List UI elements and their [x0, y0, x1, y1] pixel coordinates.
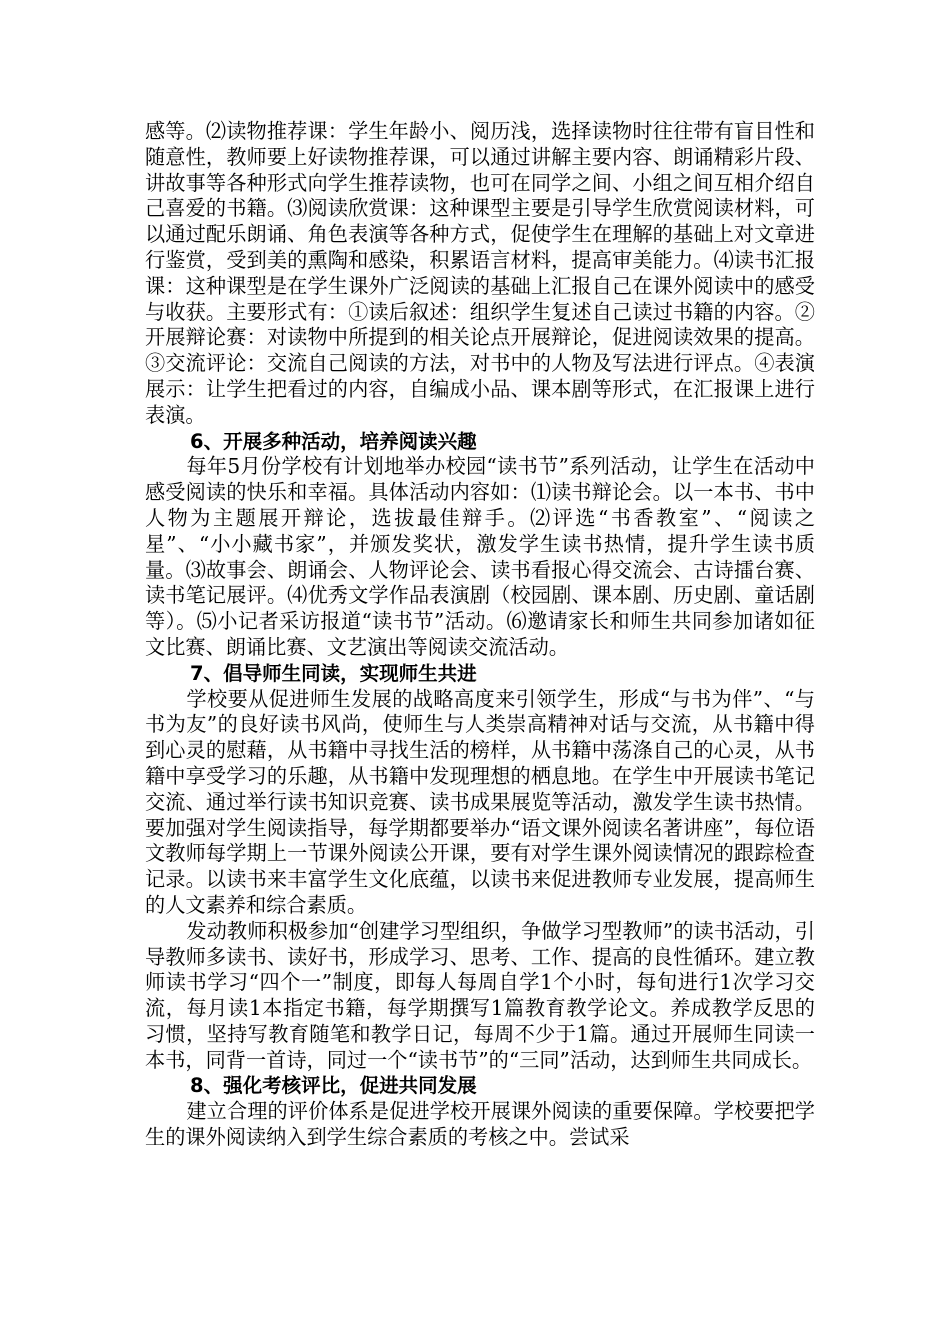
paragraph-reading-lesson-types: 感等。⑵读物推荐课：学生年龄小、阅历浅，选择读物时往往带有盲目性和随意性，教师要上好读物推荐课，可以通过讲解主要内容、朗诵精彩片段、讲故事等各种形式向学生推荐读物，也可在同学之间、小组之间互相介绍自己喜爱的书籍。⑶阅读欣赏课：这种课型主要是引导学生欣赏阅读材料，可以通过配乐朗诵、角色表演等各种方式，促使学生在理解的基础上对文章进行鉴赏，受到美的熏陶和感染，积累语言材料，提高审美能力。⑷读书汇报课：这种课型是在学生课外广泛阅读的基础上汇报自己在课外阅读中的感受与收获。主要形式有：①读后叙述：组织学生复述自己读过书籍的内容。②开展辩论赛：对读物中所提到的相关论点开展辩论，促进阅读效果的提高。③交流评论：交流自己阅读的方法，对书中的人物及写法进行评点。④表演展示：让学生把看过的内容，自编成小品、课本剧等形式，在汇报课上进行表演。: [145, 119, 815, 427]
paragraph-teacher-student-reading: 学校要从促进师生发展的战略高度来引领学生，形成“与书为伴”、“与书为友”的良好读书风尚，使师生与人类崇高精神对话与交流，从书籍中得到心灵的慰藉，从书籍中寻找生活的榜样，从书籍中荡涤自己的心灵，从书籍中享受学习的乐趣，从书籍中发现理想的栖息地。在学生中开展读书笔记交流、通过举行读书知识竞赛、读书成果展览等活动，激发学生读书热情。要加强对学生阅读指导，每学期都要举办“语文课外阅读名著讲座”，每位语文教师每学期上一节课外阅读公开课，要有对学生课外阅读情况的跟踪检查记录。以读书来丰富学生文化底蕴，以读书来促进教师专业发展，提高师生的人文素养和综合素质。: [145, 686, 815, 917]
paragraph-evaluation-system: 建立合理的评价体系是促进学校开展课外阅读的重要保障。学校要把学生的课外阅读纳入到学生综合素质的考核之中。尝试采: [145, 1099, 815, 1150]
section-heading-8: 8、强化考核评比，促进共同发展: [190, 1074, 477, 1098]
paragraph-reading-festival: 每年5月份学校有计划地举办校园“读书节”系列活动，让学生在活动中感受阅读的快乐和幸福。具体活动内容如：⑴读书辩论会。以一本书、书中人物为主题展开辩论，选拔最佳辩手。⑵评选“书香教室”、“阅读之星”、“小小藏书家”，并颁发奖状，激发学生读书热情，提升学生读书质量。⑶故事会、朗诵会、人物评论会、读书看报心得交流会、古诗擂台赛、读书笔记展评。⑷优秀文学作品表演剧（校园剧、课本剧、历史剧、童话剧等）。⑸小记者采访报道“读书节”活动。⑹邀请家长和师生共同参加诸如征文比赛、朗诵比赛、文艺演出等阅读交流活动。: [145, 454, 815, 659]
paragraph-teacher-reading-activities: 发动教师积极参加“创建学习型组织，争做学习型教师”的读书活动，引导教师多读书、读好书，形成学习、思考、工作、提高的良性循环。建立教师读书学习“四个一”制度，即每人每周自学1个小时，每旬进行1次学习交流，每月读1本指定书籍，每学期撰写1篇教育教学论文。养成教学反思的习惯，坚持写教育随笔和教学日记，每周不少于1篇。通过开展师生同读一本书，同背一首诗，同过一个“读书节”的“三同”活动，达到师生共同成长。: [145, 918, 815, 1072]
section-heading-7: 7、倡导师生同读，实现师生共进: [190, 661, 477, 685]
section-heading-6: 6、开展多种活动，培养阅读兴趣: [190, 429, 477, 453]
document-page: [145, 119, 815, 1151]
